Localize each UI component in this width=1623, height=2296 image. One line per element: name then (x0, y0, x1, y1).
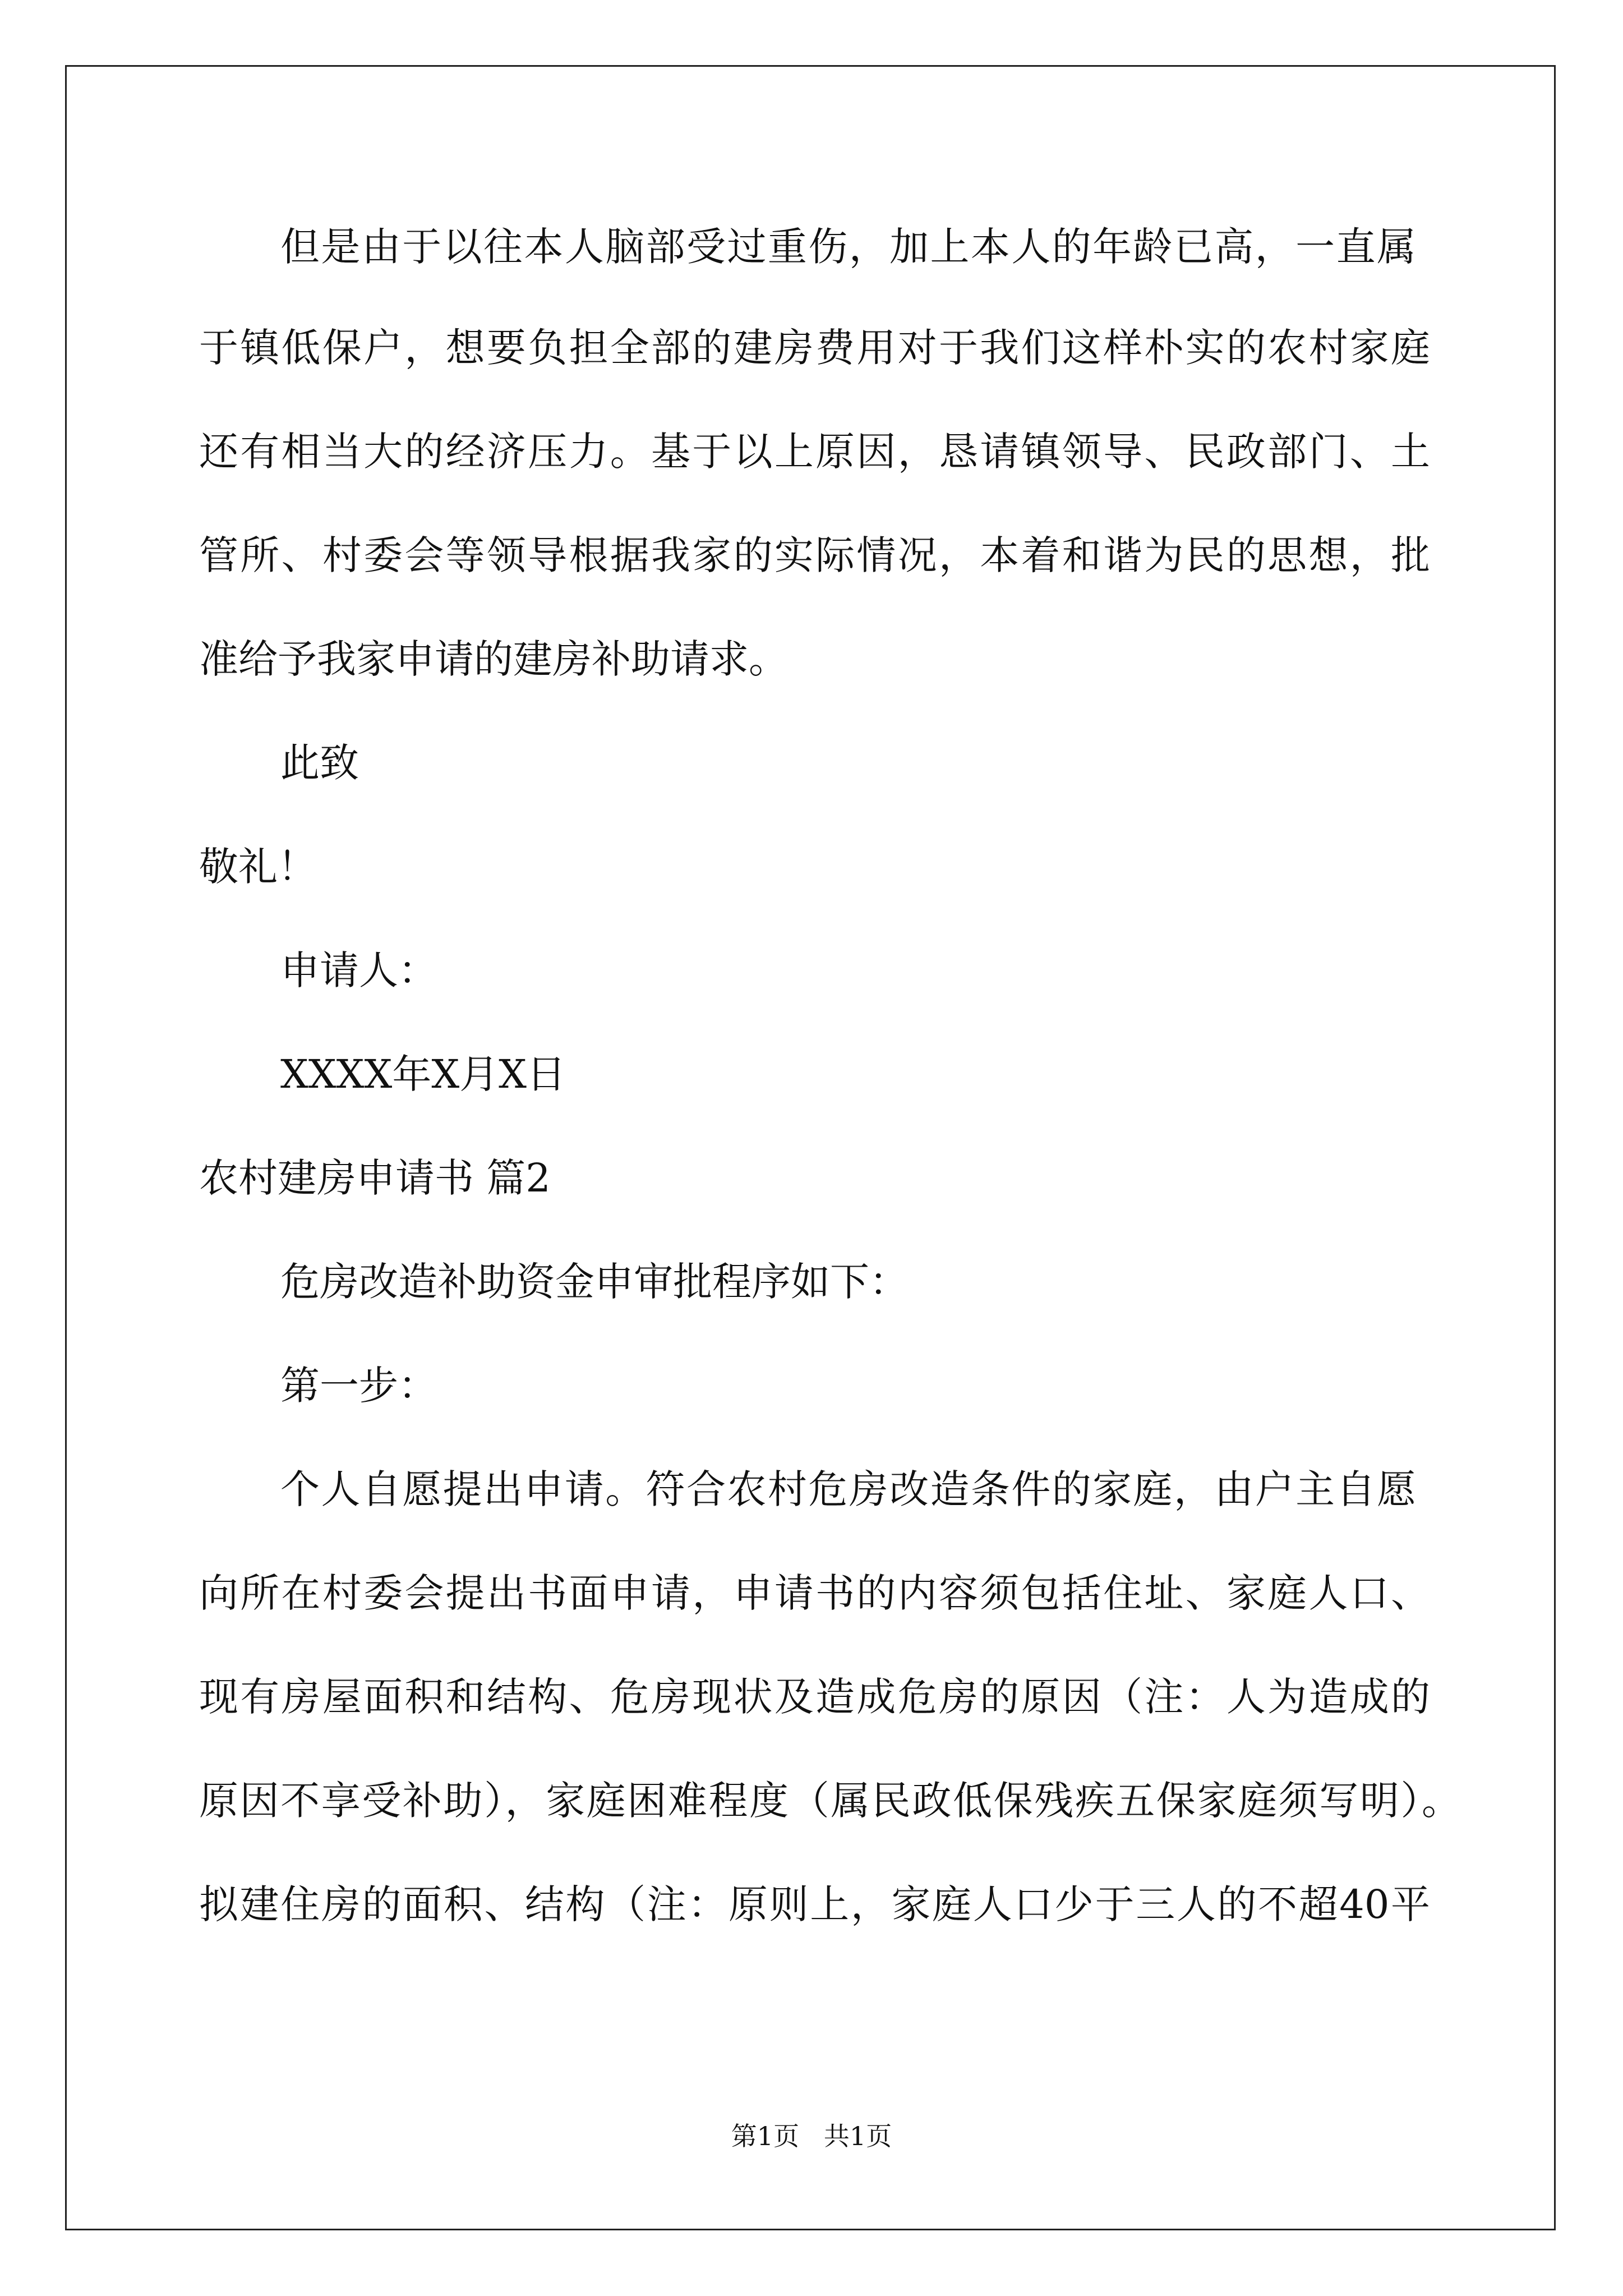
paragraph-line-8: 现有房屋面积和结构、危房现状及造成危房的原因（注：人为造成的 (199, 1674, 1430, 1720)
paragraph-line-10: 拟建住房的面积、结构（注：原则上，家庭人口少于三人的不超40平 (199, 1881, 1430, 1927)
paragraph-line-1: 但是由于以往本人脑部受过重伤，加上本人的年龄已高，一直属 (280, 224, 1416, 270)
paragraph-line-9: 原因不享受补助），家庭困难程度（属民政低保残疾五保家庭须写明）。 (199, 1778, 1461, 1824)
page-footer: 第1页 共1页 (731, 2121, 892, 2151)
date-line: XXXX年X月X日 (280, 1051, 566, 1097)
step-one-heading: 第一步： (280, 1363, 437, 1409)
section-heading: 农村建房申请书 篇2 (199, 1155, 551, 1201)
paragraph-line-4: 管所、村委会等领导根据我家的实际情况，本着和谐为民的思想，批 (199, 532, 1430, 578)
paragraph-line-3: 还有相当大的经济压力。基于以上原因，恳请镇领导、民政部门、土 (199, 429, 1430, 475)
paragraph-line-7: 向所在村委会提出书面申请，申请书的内容须包括住址、家庭人口、 (199, 1570, 1430, 1616)
salutation-jingli: 敬礼！ (199, 844, 317, 890)
paragraph-line-6: 个人自愿提出申请。符合农村危房改造条件的家庭，由户主自愿 (280, 1466, 1416, 1512)
applicant-label: 申请人： (280, 947, 437, 993)
salutation-cizhi: 此致 (280, 740, 359, 786)
paragraph-line-2: 于镇低保户，想要负担全部的建房费用对于我们这样朴实的农村家庭 (199, 325, 1430, 371)
paragraph-line-5: 准给予我家申请的建房补助请求。 (199, 636, 788, 682)
procedure-intro: 危房改造补助资金申审批程序如下： (280, 1259, 909, 1305)
